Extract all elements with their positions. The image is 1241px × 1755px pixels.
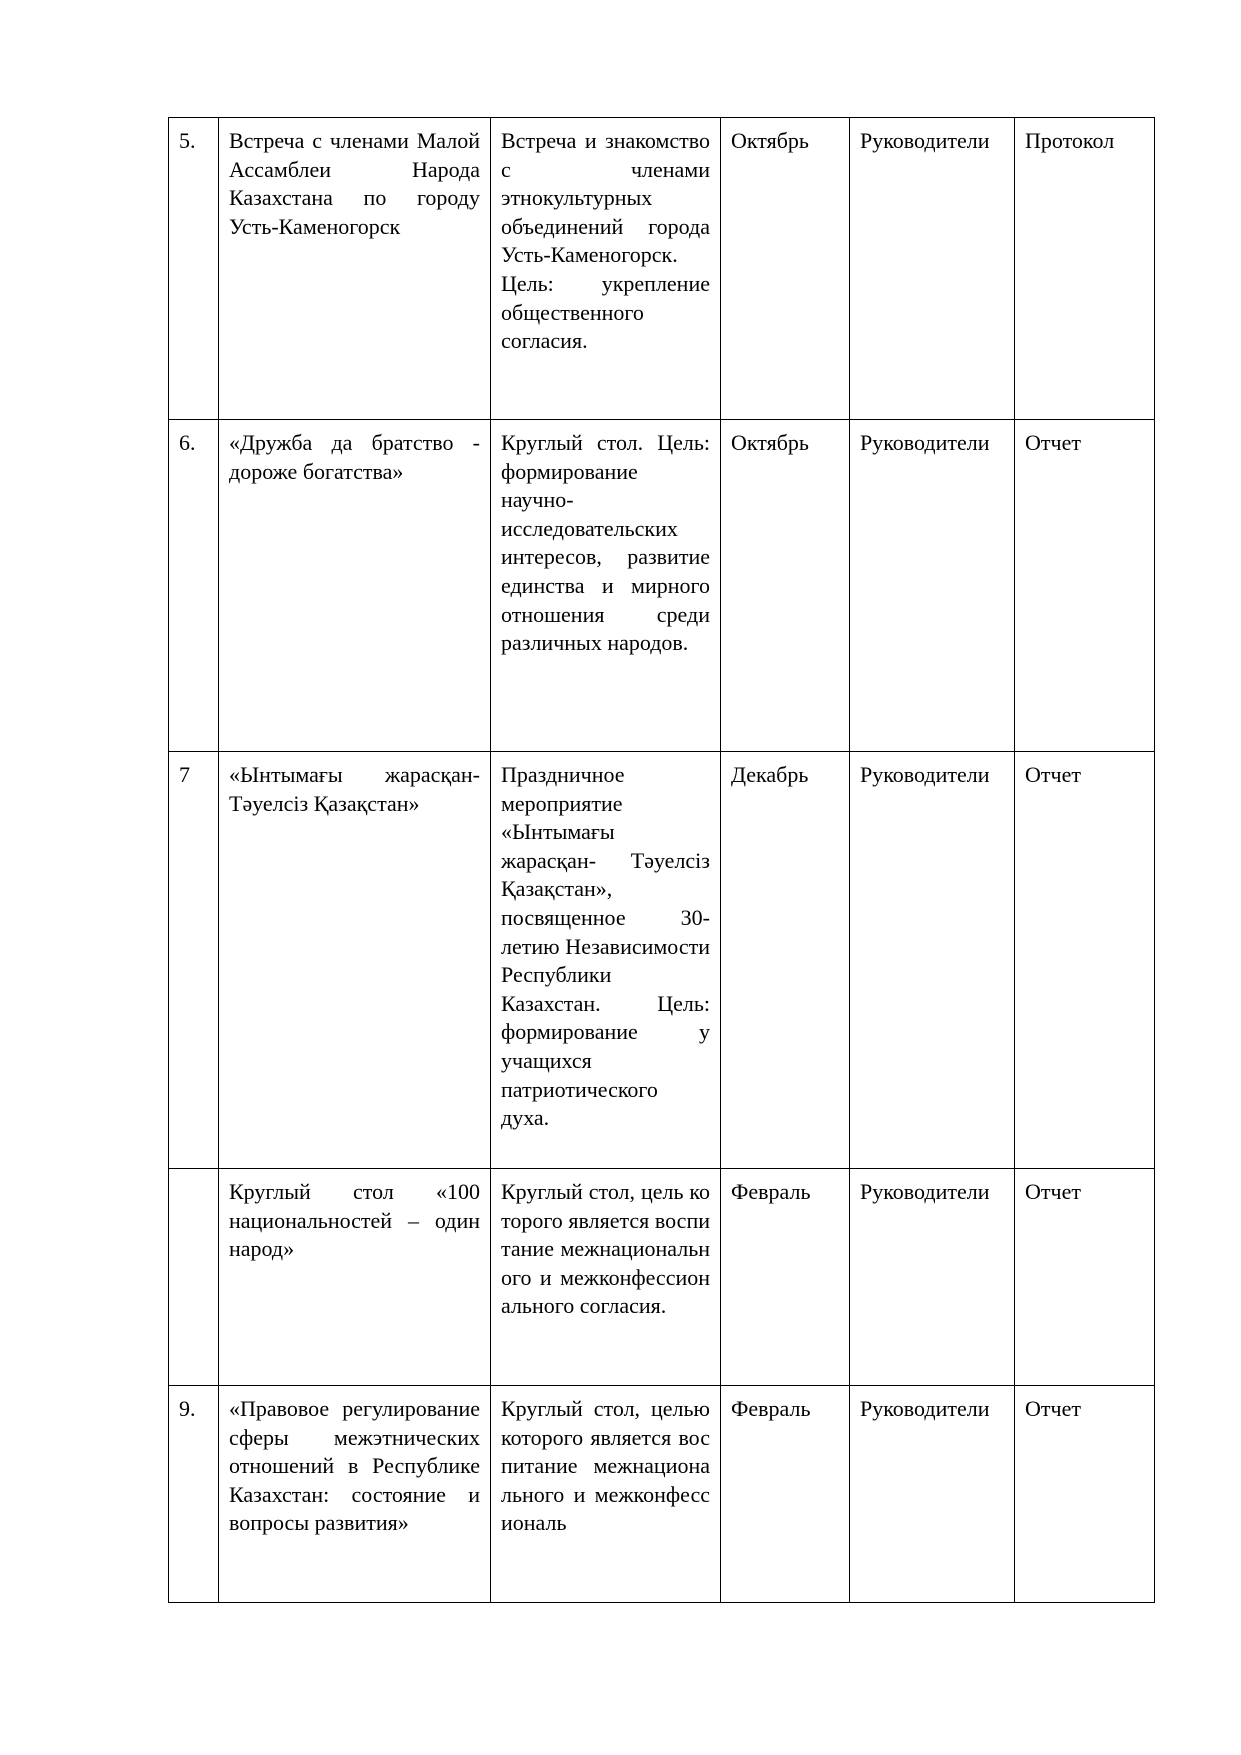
event-title: [219, 118, 491, 420]
event-description: [491, 1169, 721, 1386]
event-report: Отчет: [1015, 1386, 1155, 1603]
event-month: Декабрь: [721, 752, 850, 1169]
row-number: [169, 1169, 219, 1386]
event-month: Октябрь: [721, 420, 850, 752]
table-row: [169, 1169, 1155, 1386]
event-description: [491, 420, 721, 752]
event-goal-text: Цель: укрепление общественного согласия.: [501, 270, 710, 354]
event-responsible: Руководители: [850, 1169, 1015, 1386]
event-title: [219, 1386, 491, 1603]
event-title-text: «Правовое регулирование сферы межэтнических отношений в Республике Казахстан: состояние и вопросы развития»: [229, 1396, 480, 1536]
event-month: Октябрь: [721, 118, 850, 420]
event-title-text: «Дружба да братство - дороже богатства»: [229, 430, 480, 484]
event-description-text: Круглый стол, целью которого является воспитание межнационального и межконфессиональ: [501, 1396, 710, 1536]
row-number: 5.: [169, 118, 219, 420]
event-report: Отчет: [1015, 752, 1155, 1169]
events-table: [168, 117, 1155, 1603]
event-month: Февраль: [721, 1386, 850, 1603]
event-title: [219, 1169, 491, 1386]
event-responsible: Руководители: [850, 118, 1015, 420]
table-row: [169, 1386, 1155, 1603]
event-month: Февраль: [721, 1169, 850, 1386]
event-report: Отчет: [1015, 420, 1155, 752]
table-row: [169, 420, 1155, 752]
event-description: [491, 1386, 721, 1603]
event-description-text: Праздничное мероприятие «Ынтымағы жарасқан- Тәуелсіз Қазақстан», посвященное 30-летию Независимости Республики Казахстан. Цель: формирование у учащихся патриотического духа.: [501, 762, 710, 1131]
event-description-text: Круглый стол. Цель: формирование научно-исследовательских интересов, развитие единства и мирного отношения среди различных народов.: [501, 430, 710, 656]
row-number: 6.: [169, 420, 219, 752]
event-description-text: Встреча и знакомство с членами этнокультурных объединений города Усть-Каменогорск.: [501, 128, 710, 268]
event-responsible: Руководители: [850, 752, 1015, 1169]
event-title-text: Круглый стол «100 национальностей – один народ»: [229, 1179, 480, 1262]
event-responsible: Руководители: [850, 1386, 1015, 1603]
event-title-text: «Ынтымағы жарасқан- Тәуелсіз Қазақстан»: [229, 762, 480, 816]
event-title: [219, 752, 491, 1169]
event-title: [219, 420, 491, 752]
table-row: [169, 118, 1155, 420]
event-title-text: Встреча с членами Малой Ассамблеи Народа Казахстана по городу Усть-Каменогорск: [229, 128, 480, 239]
row-number: 9.: [169, 1386, 219, 1603]
event-description-text: Круглый стол, цель которого является воспитание межнационального и межконфессионального согласия.: [501, 1179, 710, 1319]
table-row: [169, 752, 1155, 1169]
row-number: 7: [169, 752, 219, 1169]
event-report: Протокол: [1015, 118, 1155, 420]
event-description: [491, 752, 721, 1169]
event-report: Отчет: [1015, 1169, 1155, 1386]
event-description: [491, 118, 721, 420]
event-responsible: Руководители: [850, 420, 1015, 752]
